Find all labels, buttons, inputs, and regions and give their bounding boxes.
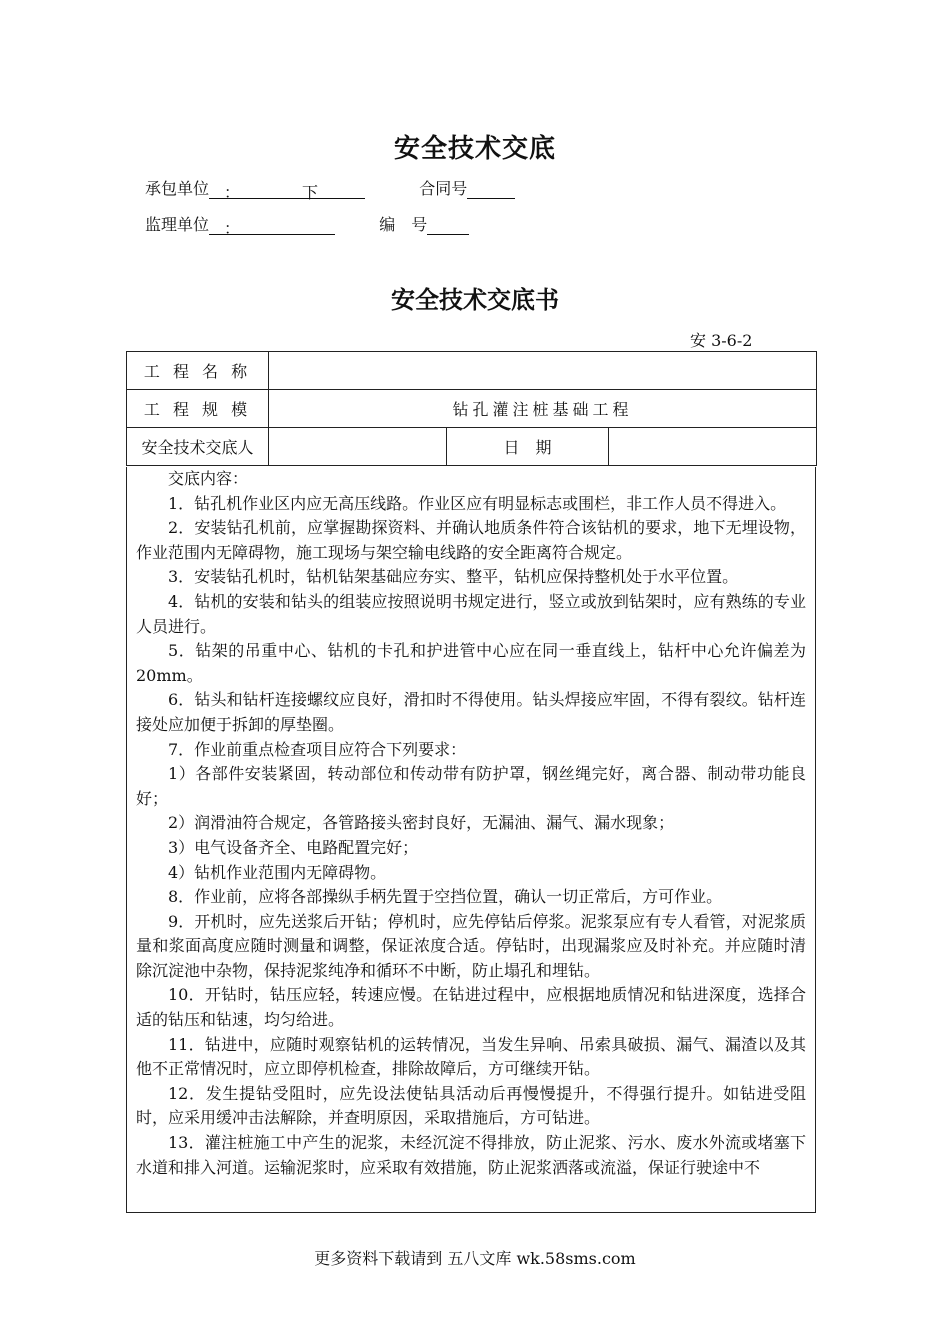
supervisor-colon: ： (209, 216, 255, 235)
contractor-row (145, 176, 515, 202)
project-scale-label: 工 程 规 模 (127, 390, 269, 428)
document-title: 安全技术交底 (393, 134, 556, 164)
content-item: 3）电气设备齐全、电路配置完好； (168, 837, 419, 857)
project-name-value (269, 352, 817, 390)
content-item: 11．钻进中，应随时观察钻机的运转情况，当发生异响、吊索具破损、漏气、漏渣以及其他不正常情况时，应立即停机检查，排除故障后，方可继续开钻。 (136, 1034, 806, 1079)
project-info-table (126, 351, 817, 466)
content-item: 12．发生提钻受阻时，应先设法使钻具活动后再慢慢提升，不得强行提升。如钻进受阻时，应采用缓冲击法解除，并查明原因，采取措施后，方可钻进。 (136, 1083, 806, 1128)
date-label: 日 期 (447, 428, 609, 466)
content-item: 8．作业前，应将各部操纵手柄先置于空挡位置，确认一切正常后，方可作业。 (168, 887, 723, 907)
serial-label: 编 号 (379, 215, 428, 234)
content-item: 2．安装钻孔机前，应掌握勘探资料、并确认地质条件符合该钻机的要求，地下无埋设物，作业范围内无障碍物，施工现场与架空输电线路的安全距离符合规定。 (136, 518, 806, 562)
content-item: 3．安装钻孔机时，钻机钻架基础应夯实、整平，钻机应保持整机处于水平位置。 (168, 567, 739, 587)
content-item: 7．作业前重点检查项目应符合下列要求： (168, 739, 467, 759)
document-code: 安 3-6-2 (690, 331, 753, 350)
contract-no-value (467, 180, 515, 199)
document-subtitle: 安全技术交底书 (391, 285, 559, 314)
content-item: 6．钻头和钻杆连接螺纹应良好，滑扣时不得使用。钻头焊接应牢固，不得有裂纹。钻杆连接处应加便于拆卸的厚垫圈。 (136, 690, 806, 734)
contractor-colon: ： (209, 180, 255, 199)
supervisor-row (145, 212, 469, 238)
content-item: 13．灌注桩施工中产生的泥浆，未经沉淀不得排放，防止泥浆、污水、废水外流或堵塞下水道和排入河道。运输泥浆时，应采取有效措施，防止泥浆洒落或流溢，保证行驶途中不 (136, 1133, 806, 1177)
content-item: 4．钻机的安装和钻头的组装应按照说明书规定进行，竖立或放到钻架时，应有熟练的专业人员进行。 (136, 591, 806, 636)
supervisor-value (255, 216, 335, 235)
table-row (127, 428, 817, 466)
content-item: 9．开机时，应先送浆后开钻；停机时，应先停钻后停浆。泥浆泵应有专人看管，对泥浆质量和浆面高度应随时测量和调整，保证浓度合适。停钻时，出现漏浆应及时补充。并应随时清除沉淀池中杂物，保持泥浆纯净和循环不中断，防止塌孔和埋钻。 (136, 911, 806, 980)
content-item: 4）钻机作业范围内无障碍物。 (168, 862, 387, 882)
table-row (127, 390, 817, 428)
presenter-label: 安全技术交底人 (127, 428, 269, 466)
table-row (127, 352, 817, 390)
content-item: 2）润滑油符合规定，各管路接头密封良好，无漏油、漏气、漏水现象； (168, 813, 675, 833)
supervisor-label: 监理单位 (145, 215, 210, 234)
content-label: 交底内容： (168, 469, 249, 488)
footer-text: 更多资料下载请到 五八文库 wk.58sms.com (314, 1249, 636, 1268)
content-item: 10．开钻时，钻压应轻，转速应慢。在钻进过程中，应根据地质情况和钻进深度，选择合适的钻压和钻速，均匀给进。 (136, 985, 806, 1030)
content-item: 1）各部件安装紧固，转动部位和传动带有防护罩，钢丝绳完好，离合器、制动带功能良好； (136, 764, 806, 808)
date-value (609, 428, 817, 466)
project-name-label: 工 程 名 称 (127, 352, 269, 390)
serial-value (427, 216, 469, 235)
contractor-value: 下 (255, 180, 365, 199)
briefing-content (126, 467, 816, 1213)
contract-no-label: 合同号 (419, 179, 468, 198)
content-item: 5．钻架的吊重中心、钻机的卡孔和护进管中心应在同一垂直线上，钻杆中心允许偏差为20mm。 (136, 641, 806, 685)
contractor-label: 承包单位 (145, 179, 210, 198)
project-scale-value: 钻孔灌注桩基础工程 (269, 390, 817, 428)
presenter-value (269, 428, 447, 466)
content-item: 1．钻孔机作业区内应无高压线路。作业区应有明显标志或围栏，非工作人员不得进入。 (168, 493, 787, 513)
